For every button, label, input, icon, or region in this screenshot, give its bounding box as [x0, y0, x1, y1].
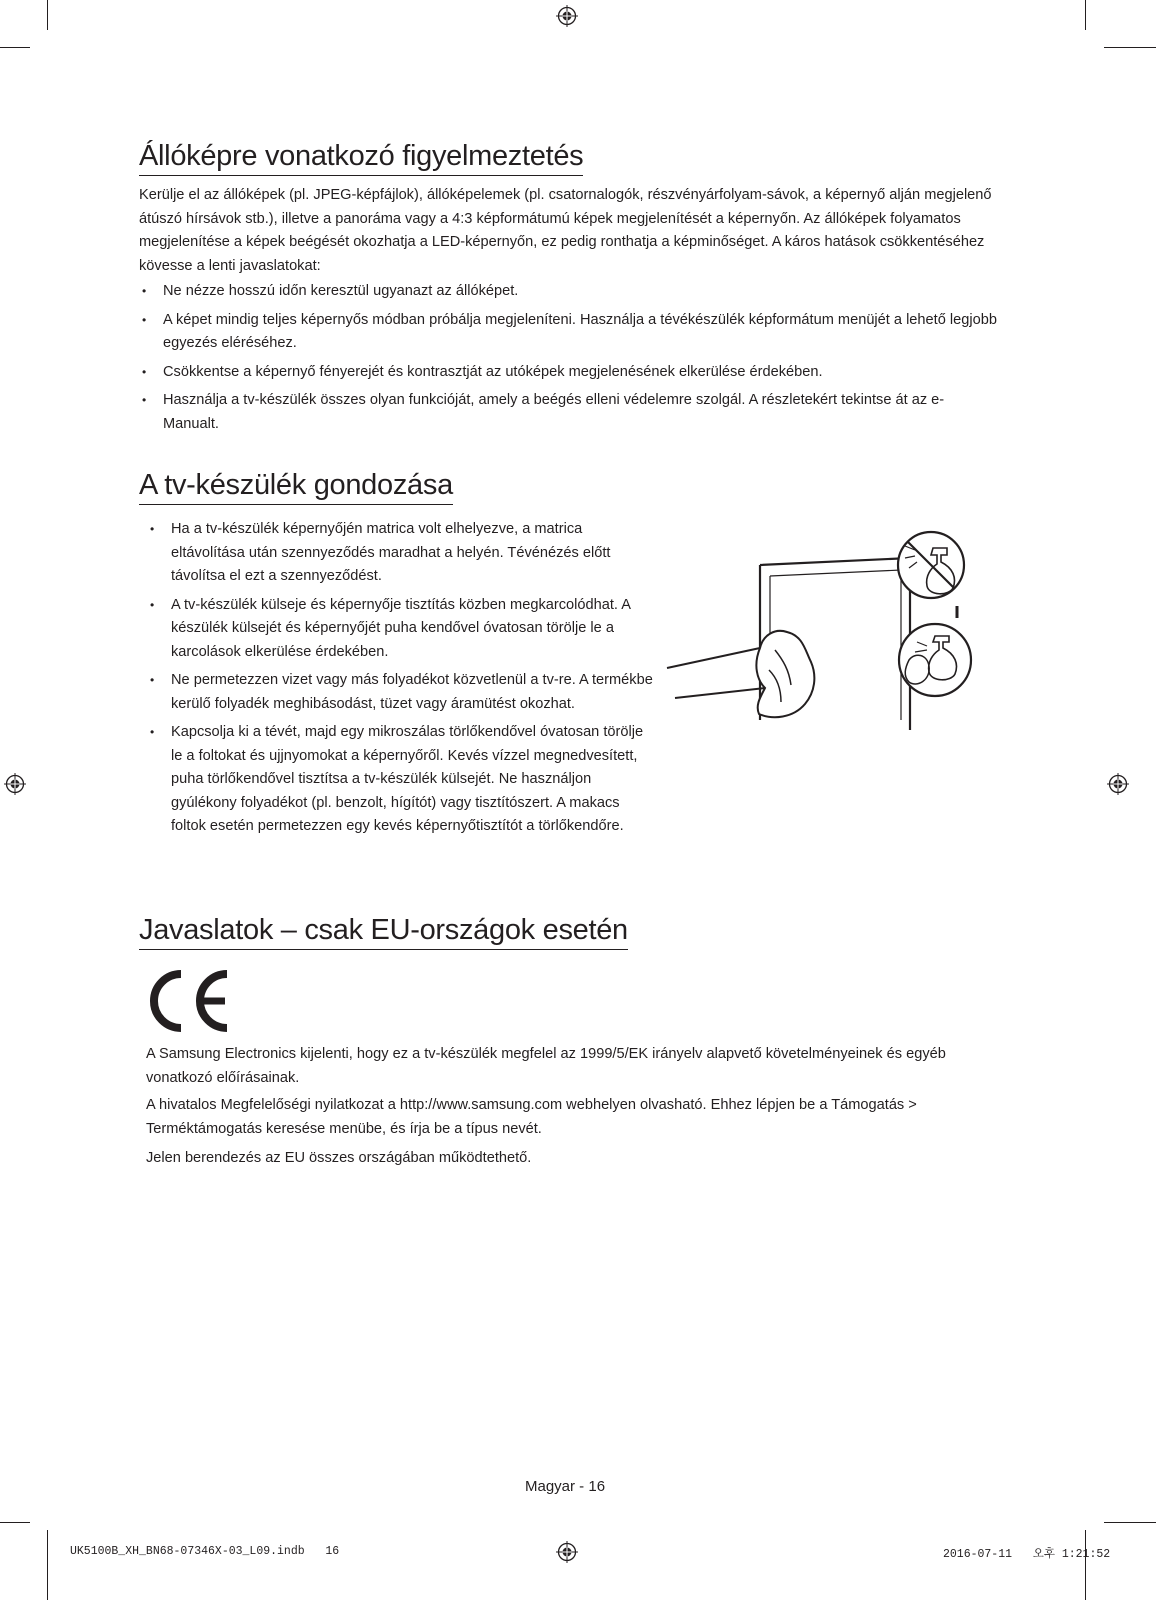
list-item: • Csökkentse a képernyő fényerejét és kontrasztját az utóképek megjelenésének elkerülése érdekében.: [139, 361, 999, 385]
crop-mark-bottom-left-h: [0, 1522, 30, 1523]
list-item: • Ne permetezzen vizet vagy más folyadékot közvetlenül a tv-re. A termékbe kerülő folyadék meghibásodást, tüzet vagy áramütést okozhat.: [147, 669, 657, 716]
crop-mark-bottom-left-v: [47, 1530, 48, 1600]
list-item: • Használja a tv-készülék összes olyan funkcióját, amely a beégés elleni védelemre szolgál. A részletekért tekintse át az e-Manualt.: [139, 389, 999, 436]
ce-mark-icon: [143, 970, 233, 1032]
eu-paragraph-operation: Jelen berendezés az EU összes országában működtethető.: [146, 1150, 532, 1166]
list-item: • A tv-készülék külseje és képernyője tisztítás közben megkarcolódhat. A készülék külsejét és képernyőjét puha kendővel óvatosan törölje le a karcolások elkerülése érdekében.: [147, 594, 657, 665]
registration-mark-right-icon: [1107, 773, 1129, 795]
registration-mark-top-icon: [556, 5, 578, 27]
crop-mark-bottom-right-h: [1104, 1522, 1156, 1523]
still-image-bullets: [139, 280, 999, 436]
registration-mark-left-icon: [4, 773, 26, 795]
crop-mark-bottom-right-v: [1085, 1530, 1086, 1600]
registration-mark-bottom-icon: [556, 1541, 578, 1563]
tv-care-bullets: [147, 518, 657, 839]
spray-on-cloth-icon: [899, 624, 971, 696]
eu-paragraph-declaration: A Samsung Electronics kijelenti, hogy ez a tv-készülék megfelel az 1999/5/EK irányelv alapvető követelményeinek és egyéb vonatkozó előírásainak.: [146, 1046, 946, 1086]
slug-file-info: UK5100B_XH_BN68-07346X-03_L09.indb 16: [70, 1545, 340, 1558]
crop-mark-top-right-v: [1085, 0, 1086, 30]
cloth-shape: [756, 631, 814, 717]
tv-cleaning-illustration: [665, 520, 985, 740]
still-image-paragraph: Kerülje el az állóképek (pl. JPEG-képfájlok), állóképelemek (pl. csatornalogók, részvényárfolyam-sávok, a képernyő alján megjelenő átúszó hírsávok stb.), illetve a panoráma vagy a 4:3 képformátumú képek megjelenítését a képernyőn. Az állóképek folyamatos megjelenítése a képek beégését okozhatja a LED-képernyőn, ez pedig ronthatja a képminőséget. A káros hatások csökkentéséhez kövesse a lenti javaslatokat:: [139, 187, 992, 274]
list-item: • Ha a tv-készülék képernyőjén matrica volt elhelyezve, a matrica eltávolítása után szennyeződés maradhat a helyén. Tévénézés előtt távolítsa el ezt a szennyeződést.: [147, 518, 657, 589]
no-spray-icon: [898, 532, 964, 598]
list-item: • Ne nézze hosszú időn keresztül ugyanazt az állóképet.: [139, 280, 999, 304]
crop-mark-top-right-h: [1104, 47, 1156, 48]
page-number: Magyar - 16: [525, 1478, 606, 1495]
section-title-still-image-warning: Állóképre vonatkozó figyelmeztetés: [139, 138, 583, 176]
list-item: • A képet mindig teljes képernyős módban próbálja megjeleníteni. Használja a tévékészülék képformátum menüjét a lehető legjobb egyezés eléréséhez.: [139, 309, 999, 356]
section-title-eu-recommendations: Javaslatok – csak EU-országok esetén: [139, 912, 628, 950]
crop-mark-top-left-v: [47, 0, 48, 30]
arm-shape: [667, 648, 765, 698]
eu-paragraph-website: A hivatalos Megfelelőségi nyilatkozat a http://www.samsung.com webhelyen olvasható. Ehhez lépjen be a Támogatás > Terméktámogatás keresése menübe, és írja be a típus nevét.: [146, 1097, 917, 1137]
list-item: • Kapcsolja ki a tévét, majd egy mikroszálas törlőkendővel óvatosan törölje le a foltokat és ujjnyomokat a képernyőről. Kevés vízzel megnedvesített, puha törlőkendővel tisztítsa a tv-készülék külsejét. Ne használjon gyúlékony folyadékot (pl. benzolt, hígítót) vagy tisztítószert. A makacs foltok esetén permetezzen egy kevés képernyőtisztítót a törlőkendőre.: [147, 721, 657, 839]
crop-mark-top-left-h: [0, 47, 30, 48]
slug-timestamp: 2016-07-11 오후 1:21:52: [943, 1548, 1111, 1561]
section-title-tv-care: A tv-készülék gondozása: [139, 467, 453, 505]
